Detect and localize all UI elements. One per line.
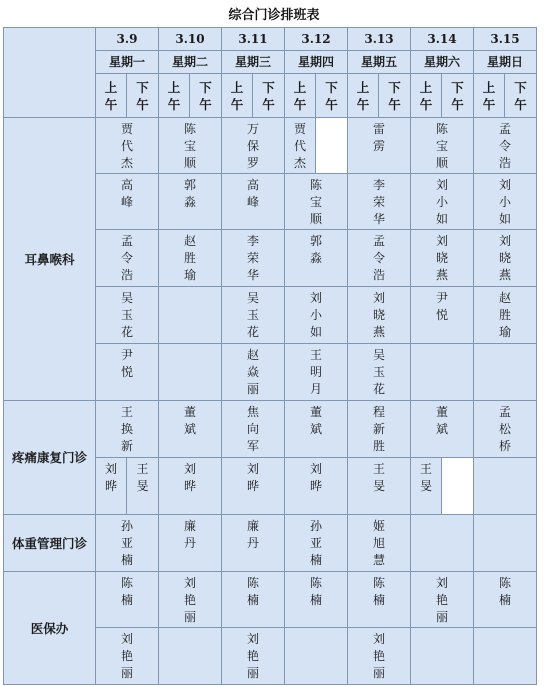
header-cell [96, 74, 127, 118]
table-row [4, 118, 537, 174]
am-label: 上午 [293, 79, 307, 112]
empty-cell [411, 515, 474, 572]
schedule-cell: 李荣华 [222, 230, 285, 287]
schedule-cell: 贾代杰 [96, 118, 159, 174]
date-row [4, 28, 537, 51]
date-header: 3.14 [411, 28, 474, 51]
schedule-cell: 王明月 [285, 344, 348, 401]
schedule-cell: 李荣华 [348, 174, 411, 230]
date-header: 3.15 [474, 28, 537, 51]
empty-cell [442, 458, 474, 515]
department-pain: 疼痛康复门诊 [4, 401, 96, 515]
schedule-cell: 陈宝顺 [159, 118, 222, 174]
am-label: 上午 [104, 79, 118, 112]
header-cell [190, 74, 222, 118]
header-cell [159, 74, 190, 118]
am-label: 上午 [356, 79, 370, 112]
date-header: 3.10 [159, 28, 222, 51]
schedule-cell: 刘晔 [222, 458, 285, 515]
schedule-cell: 刘艳丽 [411, 572, 474, 628]
empty-cell [159, 344, 222, 401]
header-cell [379, 74, 411, 118]
weekday-header: 星期日 [474, 51, 537, 74]
schedule-cell: 刘艳丽 [348, 628, 411, 685]
schedule-cell: 焦向军 [222, 401, 285, 458]
header-cell [253, 74, 285, 118]
empty-cell [159, 628, 222, 685]
empty-cell [411, 628, 474, 685]
table-row [4, 572, 537, 628]
empty-cell [159, 287, 222, 344]
pm-label: 下午 [325, 79, 338, 112]
corner-cell [4, 28, 96, 118]
weekday-header: 星期二 [159, 51, 222, 74]
table-row [4, 401, 537, 458]
weekday-header: 星期五 [348, 51, 411, 74]
schedule-cell: 王旻 [348, 458, 411, 515]
schedule-cell: 刘小如 [474, 174, 537, 230]
department-ent: 耳鼻喉科 [4, 118, 96, 401]
weekday-header: 星期六 [411, 51, 474, 74]
header-cell [316, 74, 348, 118]
schedule-cell: 孟松桥 [474, 401, 537, 458]
header-cell [127, 74, 159, 118]
page-title: 综合门诊排班表 [228, 8, 320, 23]
weekday-header: 星期四 [285, 51, 348, 74]
table-row [4, 515, 537, 572]
schedule-cell: 孟令浩 [348, 230, 411, 287]
header-cell [285, 74, 316, 118]
schedule-cell: 陈宝顺 [285, 174, 348, 230]
empty-cell [474, 628, 537, 685]
schedule-cell: 刘晓燕 [474, 230, 537, 287]
empty-cell [474, 458, 537, 515]
schedule-cell: 郭淼 [285, 230, 348, 287]
schedule-table [3, 27, 537, 685]
schedule-cell: 董斌 [411, 401, 474, 458]
date-header: 3.11 [222, 28, 285, 51]
schedule-cell: 程新胜 [348, 401, 411, 458]
empty-cell [474, 344, 537, 401]
date-header: 3.9 [96, 28, 159, 51]
schedule-cell: 郭淼 [159, 174, 222, 230]
schedule-cell: 赵胜瑜 [159, 230, 222, 287]
schedule-cell: 陈楠 [474, 572, 537, 628]
department-weight: 体重管理门诊 [4, 515, 96, 572]
schedule-cell: 高峰 [96, 174, 159, 230]
schedule-cell: 董斌 [285, 401, 348, 458]
schedule-cell: 刘晓燕 [411, 230, 474, 287]
department-insurance: 医保办 [4, 572, 96, 685]
schedule-cell: 刘晔 [285, 458, 348, 515]
schedule-cell: 刘艳丽 [96, 628, 159, 685]
schedule-cell: 廉丹 [222, 515, 285, 572]
schedule-cell: 刘小如 [411, 174, 474, 230]
pm-label: 下午 [199, 79, 212, 112]
header-cell [222, 74, 253, 118]
pm-label: 下午 [136, 79, 149, 112]
schedule-cell: 吴玉花 [348, 344, 411, 401]
schedule-cell: 王旻 [411, 458, 442, 515]
header-cell [505, 74, 537, 118]
schedule-cell: 姬旭慧 [348, 515, 411, 572]
empty-cell [316, 118, 348, 174]
date-header: 3.13 [348, 28, 411, 51]
schedule-cell: 高峰 [222, 174, 285, 230]
am-label: 上午 [482, 79, 496, 112]
schedule-cell: 廉丹 [159, 515, 222, 572]
pm-label: 下午 [514, 79, 527, 112]
schedule-cell: 刘晔 [96, 458, 127, 515]
schedule-cell: 刘艳丽 [222, 628, 285, 685]
schedule-cell: 吴玉花 [222, 287, 285, 344]
weekday-header: 星期一 [96, 51, 159, 74]
schedule-cell: 董斌 [159, 401, 222, 458]
schedule-cell: 万保罗 [222, 118, 285, 174]
schedule-cell: 陈楠 [348, 572, 411, 628]
schedule-cell: 刘晔 [159, 458, 222, 515]
header-cell [411, 74, 442, 118]
schedule-cell: 刘艳丽 [159, 572, 222, 628]
pm-label: 下午 [451, 79, 464, 112]
schedule-cell: 孙亚楠 [96, 515, 159, 572]
empty-cell [285, 628, 348, 685]
pm-label: 下午 [388, 79, 401, 112]
schedule-cell: 陈楠 [96, 572, 159, 628]
am-label: 上午 [419, 79, 433, 112]
schedule-cell: 刘晓燕 [348, 287, 411, 344]
header-cell [348, 74, 379, 118]
schedule-cell: 王换新 [96, 401, 159, 458]
schedule-cell: 陈宝顺 [411, 118, 474, 174]
schedule-cell: 陈楠 [222, 572, 285, 628]
empty-cell [411, 344, 474, 401]
schedule-cell: 陈楠 [285, 572, 348, 628]
schedule-cell: 赵焱丽 [222, 344, 285, 401]
empty-cell [474, 515, 537, 572]
schedule-cell: 赵胜瑜 [474, 287, 537, 344]
schedule-cell: 尹悦 [411, 287, 474, 344]
schedule-cell: 孟令浩 [474, 118, 537, 174]
schedule-cell: 孙亚楠 [285, 515, 348, 572]
schedule-cell: 尹悦 [96, 344, 159, 401]
am-label: 上午 [230, 79, 244, 112]
header-cell [442, 74, 474, 118]
am-label: 上午 [167, 79, 181, 112]
date-header: 3.12 [285, 28, 348, 51]
schedule-cell: 孟令浩 [96, 230, 159, 287]
header-cell [474, 74, 505, 118]
schedule-cell: 贾代杰 [285, 118, 316, 174]
pm-label: 下午 [262, 79, 275, 112]
schedule-cell: 刘小如 [285, 287, 348, 344]
weekday-header: 星期三 [222, 51, 285, 74]
schedule-cell: 雷雳 [348, 118, 411, 174]
schedule-cell: 吴玉花 [96, 287, 159, 344]
schedule-cell: 王旻 [127, 458, 159, 515]
